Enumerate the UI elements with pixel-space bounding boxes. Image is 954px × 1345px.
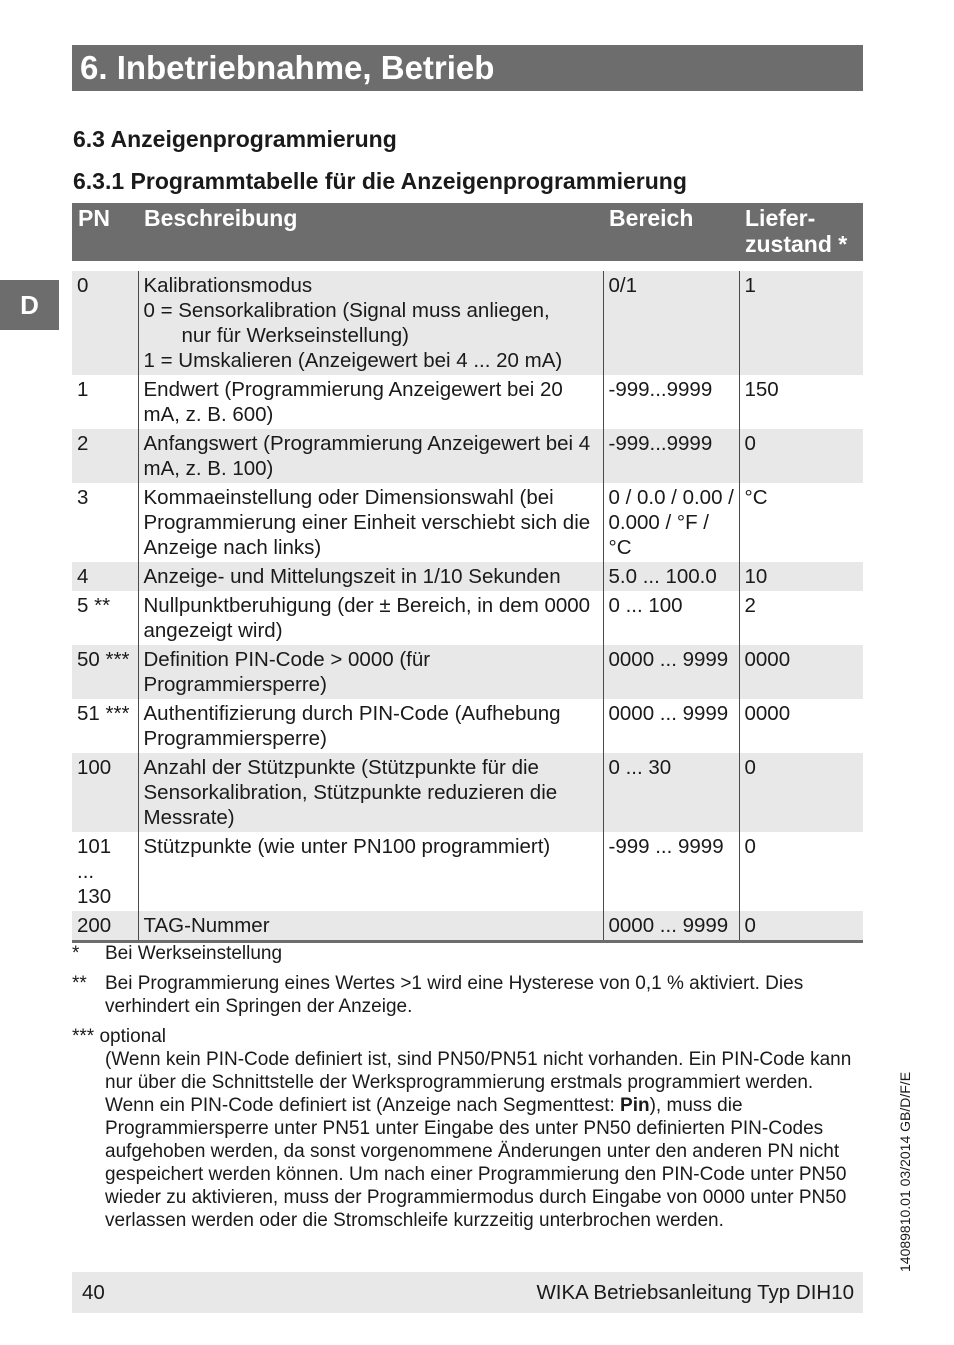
table-row bbox=[72, 645, 863, 699]
footnote-text: Bei Werkseinstellung bbox=[105, 943, 283, 964]
cell-default: 0000 bbox=[739, 699, 863, 753]
cell-default: 0 bbox=[739, 753, 863, 832]
table-row bbox=[72, 911, 863, 942]
footnote-1 bbox=[72, 942, 862, 965]
subsection-heading: 6.3.1 Programmtabelle für die Anzeigenprogrammierung bbox=[73, 168, 687, 194]
footnote-2 bbox=[72, 972, 862, 1018]
program-table bbox=[72, 203, 863, 943]
cell-range: 0 ... 30 bbox=[603, 753, 739, 832]
cell-description: Anfangswert (Programmierung Anzeigewert bei 4 mA, z. B. 100) bbox=[138, 429, 603, 483]
cell-default: 0 bbox=[739, 911, 863, 942]
cell-range: 0/1 bbox=[603, 271, 739, 375]
cell-pn: 2 bbox=[72, 429, 138, 483]
table-row bbox=[72, 699, 863, 753]
table-header-row bbox=[72, 203, 863, 261]
cell-default: °C bbox=[739, 483, 863, 562]
footnote-mark: * bbox=[72, 943, 80, 964]
language-tab: D bbox=[0, 280, 59, 330]
cell-default: 150 bbox=[739, 375, 863, 429]
chapter-title: 6. Inbetriebnahme, Betrieb bbox=[72, 45, 863, 91]
header-range: Bereich bbox=[603, 203, 739, 261]
document-code: 14089810.01 03/2014 GB/D/F/E bbox=[897, 1071, 913, 1272]
cell-pn: 1 bbox=[77, 378, 89, 401]
description-line: nur für Werkseinstellung) bbox=[181, 324, 409, 347]
cell-default: 0 bbox=[739, 429, 863, 483]
header-description: Beschreibung bbox=[138, 203, 603, 261]
cell-description: Anzeige- und Mittelungszeit in 1/10 Sekunden bbox=[138, 562, 603, 591]
footnotes bbox=[72, 942, 862, 1232]
cell-description: Nullpunktberuhigung (der ± Bereich, in dem 0000 angezeigt wird) bbox=[138, 591, 603, 645]
cell-range: 0000 ... 9999 bbox=[603, 699, 739, 753]
description-line: 1 = Umskalieren (Anzeigewert bei 4 ... 20 mA) bbox=[143, 349, 563, 372]
footnote-text-part: (Wenn kein PIN-Code definiert ist, sind PN50/PN51 nicht vorhanden. Ein PIN-Code kann nur über die Schnittstelle der Werksprogrammierung erstmals programmiert werden. Wenn ein PIN-Code definiert ist (Anzeige nach Segmenttest: bbox=[105, 1049, 852, 1116]
table-row bbox=[72, 429, 863, 483]
footnote-text bbox=[72, 1048, 862, 1232]
cell-range: 5.0 ... 100.0 bbox=[603, 562, 739, 591]
table-row bbox=[72, 483, 863, 562]
cell-description: Authentifizierung durch PIN-Code (Aufhebung Programmiersperre) bbox=[138, 699, 603, 753]
footnote-mark: ** bbox=[72, 973, 87, 994]
cell-description: Endwert (Programmierung Anzeigewert bei 20 mA, z. B. 600) bbox=[138, 375, 603, 429]
cell-range: -999...9999 bbox=[603, 375, 739, 429]
footnote-text: Bei Programmierung eines Wertes >1 wird eine Hysterese von 0,1 % aktiviert. Dies verhindert ein Springen der Anzeige. bbox=[105, 973, 804, 1017]
footnote-bold-term: Pin bbox=[620, 1095, 650, 1116]
table-row bbox=[72, 271, 863, 375]
table-row bbox=[72, 591, 863, 645]
cell-description bbox=[138, 271, 603, 375]
cell-pn: 0 bbox=[72, 271, 138, 375]
cell-description: Anzahl der Stützpunkte (Stützpunkte für die Sensorkalibration, Stützpunkte reduzieren die Messrate) bbox=[138, 753, 603, 832]
cell-pn: 200 bbox=[72, 911, 138, 942]
description-line: Kalibrationsmodus bbox=[143, 274, 313, 297]
cell-pn: 51 *** bbox=[77, 702, 130, 725]
cell-default: 10 bbox=[739, 562, 863, 591]
table-spacer bbox=[72, 261, 863, 271]
footnote-text-part: ), muss die Programmiersperre unter PN51 unter Eingabe des unter PN50 definierten PIN-Codes aufgehoben werden, da sonst vorgenommene Änderungen unter den anderen PN nicht gespeichert werden können. Um nach einer Programmierung den PIN-Code unter PN50 wieder zu aktivieren, muss der Programmiermodus durch Eingabe von 0000 unter PN50 verlassen werden oder die Stromschleife kurzzeitig unterbrochen werden. bbox=[105, 1095, 847, 1231]
cell-description: TAG-Nummer bbox=[138, 911, 603, 942]
cell-range: -999 ... 9999 bbox=[603, 832, 739, 911]
cell-pn: 50 *** bbox=[72, 645, 138, 699]
document-title: WIKA Betriebsanleitung Typ DIH10 bbox=[536, 1281, 854, 1304]
cell-description: Kommaeinstellung oder Dimensionswahl (bei Programmierung einer Einheit verschiebt sich die Anzeige nach links) bbox=[138, 483, 603, 562]
section-heading: 6.3 Anzeigenprogrammierung bbox=[73, 126, 397, 152]
table-row bbox=[72, 375, 863, 429]
cell-default: 2 bbox=[739, 591, 863, 645]
table-row bbox=[72, 753, 863, 832]
cell-pn: 5 ** bbox=[77, 594, 111, 617]
page-footer bbox=[72, 1272, 863, 1313]
cell-pn: 4 bbox=[72, 562, 138, 591]
header-default-line2: zustand * bbox=[745, 231, 848, 257]
footnote-mark: *** optional bbox=[72, 1026, 167, 1047]
cell-pn: 101 ... 130 bbox=[77, 835, 112, 908]
cell-range: 0 ... 100 bbox=[603, 591, 739, 645]
description-line: 0 = Sensorkalibration (Signal muss anliegen, bbox=[143, 299, 550, 322]
cell-description: Stützpunkte (wie unter PN100 programmiert) bbox=[138, 832, 603, 911]
cell-default: 1 bbox=[739, 271, 863, 375]
cell-pn: 100 bbox=[72, 753, 138, 832]
page-number: 40 bbox=[82, 1281, 105, 1304]
header-default-line1: Liefer- bbox=[745, 205, 816, 231]
cell-default: 0000 bbox=[739, 645, 863, 699]
footnote-3 bbox=[72, 1025, 862, 1232]
table-row bbox=[72, 562, 863, 591]
table-row bbox=[72, 832, 863, 911]
cell-pn: 3 bbox=[77, 486, 89, 509]
cell-range: -999...9999 bbox=[603, 429, 739, 483]
cell-range: 0000 ... 9999 bbox=[603, 645, 739, 699]
cell-range: 0000 ... 9999 bbox=[603, 911, 739, 942]
header-pn: PN bbox=[72, 203, 138, 261]
header-default bbox=[739, 203, 863, 261]
cell-range: 0 / 0.0 / 0.00 / 0.000 / °F / °C bbox=[603, 483, 739, 562]
cell-description: Definition PIN-Code > 0000 (für Programmiersperre) bbox=[138, 645, 603, 699]
spacer-cell bbox=[72, 261, 863, 271]
cell-default: 0 bbox=[739, 832, 863, 911]
